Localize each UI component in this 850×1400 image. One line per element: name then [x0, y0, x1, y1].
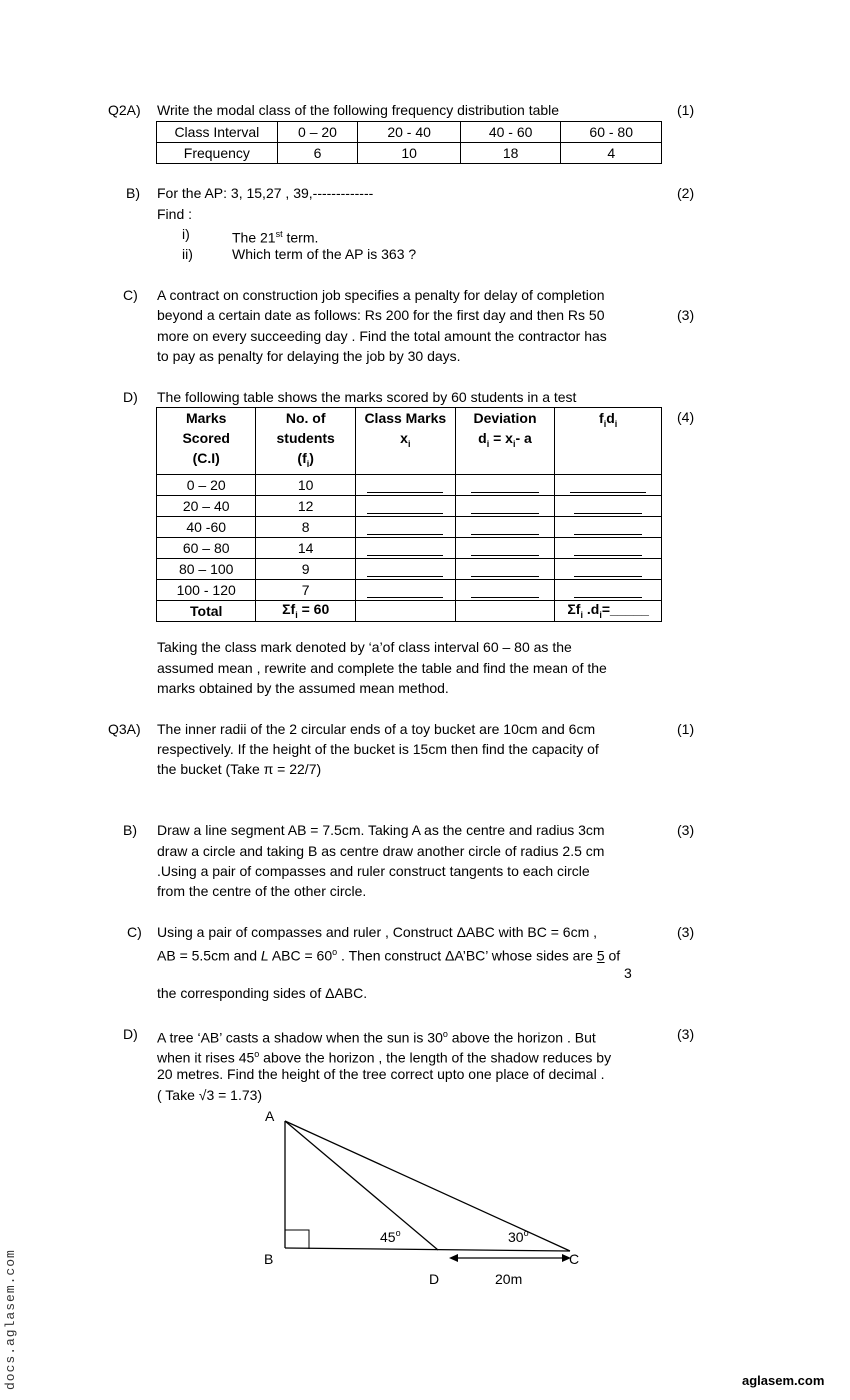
mt-ci: 100 - 120: [157, 579, 256, 600]
q3c-marks: (3): [677, 924, 695, 940]
q2d-after: Taking the class mark denoted by ‘a’of class interval 60 – 80 as the: [157, 639, 572, 655]
ft-cell: 10: [358, 143, 461, 164]
q2b-label: B): [126, 185, 140, 201]
mt-h2-line: No. of: [285, 410, 326, 426]
ft-cell: 40 - 60: [460, 122, 561, 143]
right-angle-mark: [285, 1230, 309, 1249]
mt-f: 9: [256, 558, 356, 579]
q2b-ii-label: ii): [182, 246, 193, 262]
q3a-label: Q3A): [108, 721, 141, 737]
mt-f: 8: [256, 516, 356, 537]
fraction-numerator: 5: [596, 947, 605, 964]
q2c-line: beyond a certain date as follows: Rs 200 for the first day and then Rs 50: [157, 307, 605, 323]
q3a-marks: (1): [677, 721, 695, 737]
q2c-label: C): [123, 287, 138, 303]
ray-ad: [285, 1121, 438, 1250]
ft-cell: 20 - 40: [358, 122, 461, 143]
point-label-c: C: [569, 1251, 580, 1267]
q3d-label: D): [123, 1026, 138, 1042]
mt-h4-d: d: [478, 430, 487, 446]
mt-h2-sub: i: [306, 458, 310, 469]
angle-symbol: L: [260, 947, 269, 964]
mt-h1-line: Scored: [182, 430, 230, 446]
q3c-line3: the corresponding sides of ΔABC.: [157, 985, 368, 1001]
q3c-l2-pre: AB = 5.5cm and: [157, 947, 261, 964]
q3d-l2-sup: o: [254, 1049, 260, 1059]
ft-cell: 4: [561, 143, 662, 164]
mt-total-label: Total: [157, 600, 256, 621]
mt-f: 7: [256, 579, 356, 600]
q3d-l1-pre: A tree ‘AB’ casts a shadow when the sun is 30: [157, 1029, 443, 1046]
q3b-label: B): [123, 822, 137, 838]
q3d-l2-pre: when it rises 45: [157, 1049, 255, 1066]
mt-h5-d: d: [606, 410, 615, 426]
q3d-marks: (3): [677, 1026, 695, 1042]
mt-total-f-post: = 60: [297, 601, 330, 618]
q2b-line1: For the AP: 3, 15,27 , 39,-------------: [157, 185, 374, 201]
q2b-i-post: term.: [282, 229, 319, 246]
q3c-l2-sup: o: [332, 947, 338, 957]
mt-h3-x: x: [400, 430, 408, 446]
q3d-l1-post: above the horizon . But: [447, 1029, 596, 1046]
mt-h3-sub: i: [407, 438, 411, 449]
mt-ci: 0 – 20: [157, 474, 256, 495]
mt-h4-sub2: i: [512, 438, 516, 449]
q2b-i-pre: The 21: [232, 229, 276, 246]
q2d-label: D): [123, 389, 138, 405]
q2c-marks: (3): [677, 307, 695, 323]
ft-cell: 60 - 80: [561, 122, 662, 143]
q2c-line: more on every succeeding day . Find the total amount the contractor has: [157, 328, 607, 344]
mt-f: 12: [256, 495, 356, 516]
q3b-line: draw a circle and taking B as centre draw another circle of radius 2.5 cm: [157, 843, 605, 859]
q3d-line3: 20 metres. Find the height of the tree correct upto one place of decimal .: [157, 1066, 605, 1082]
mt-ci: 20 – 40: [157, 495, 256, 516]
q3a-line: The inner radii of the 2 circular ends of a toy bucket are 10cm and 6cm: [157, 721, 596, 737]
q2a-text: Write the modal class of the following frequency distribution table: [157, 102, 560, 118]
q3a-line: respectively. If the height of the bucket is 15cm then find the capacity of: [157, 741, 599, 757]
ft-header-class: Class Interval: [157, 122, 278, 143]
ft-cell: 0 – 20: [277, 122, 358, 143]
q3c-label: C): [127, 924, 142, 940]
q2b-i-label: i): [182, 226, 190, 242]
q3b-line: Draw a line segment AB = 7.5cm. Taking A as the centre and radius 3cm: [157, 822, 605, 838]
q3d-l2-post: above the horizon , the length of the shadow reduces by: [259, 1049, 612, 1066]
q2d-marks: (4): [677, 409, 695, 425]
mt-h1-line: (C.I): [192, 450, 220, 466]
angle-45-label: 45$^o$: [380, 1228, 401, 1245]
mt-total-fd-sub: i: [580, 610, 583, 621]
point-label-d: D: [429, 1271, 440, 1287]
mt-h4-eq: = x: [489, 430, 513, 446]
ground-line-bc: [285, 1248, 570, 1251]
fraction-denominator: 3: [624, 965, 632, 981]
q2a-label: Q2A): [108, 102, 141, 118]
mt-h5-sub: i: [603, 418, 607, 429]
q2d-after: assumed mean , rewrite and complete the table and find the mean of the: [157, 660, 607, 676]
mt-total-fd-post: =_____: [601, 601, 649, 618]
q2b-ii-text: Which term of the AP is 363 ?: [232, 246, 417, 262]
q3b-marks: (3): [677, 822, 695, 838]
q3d-line4: ( Take √3 = 1.73): [157, 1087, 263, 1103]
q2a-marks: (1): [677, 102, 695, 118]
q3b-line: from the centre of the other circle.: [157, 883, 367, 899]
mt-total-f-sub: i: [295, 610, 298, 621]
mt-h5-f: f: [599, 410, 604, 426]
q2c-line: to pay as penalty for delaying the job by 30 days.: [157, 348, 461, 364]
q2d-after: marks obtained by the assumed mean method.: [157, 680, 449, 696]
mt-f: 14: [256, 537, 356, 558]
arrow-head-left: [449, 1254, 458, 1262]
q3b-line: .Using a pair of compasses and ruler construct tangents to each circle: [157, 863, 590, 879]
ft-cell: 18: [460, 143, 561, 164]
angle-30-label: 30$^o$: [508, 1228, 529, 1245]
point-label-a: A: [265, 1108, 275, 1124]
mt-ci: 80 – 100: [157, 558, 256, 579]
mt-h2-line: students: [276, 430, 335, 446]
q3c-l2-post: . Then construct ΔA’BC’ whose sides are: [337, 947, 597, 964]
q2b-i-sup: st: [275, 229, 283, 239]
mt-ci: 40 -60: [157, 516, 256, 537]
q2c-line: A contract on construction job specifies a penalty for delay of completion: [157, 287, 605, 303]
mt-h4-sub: i: [486, 438, 490, 449]
mt-h4-a: - a: [515, 430, 532, 446]
mt-ci: 60 – 80: [157, 537, 256, 558]
q3c-l2-end: of: [604, 947, 621, 964]
q2b-line2: Find :: [157, 206, 193, 222]
mt-total-fd-mid: .d: [582, 601, 600, 618]
mt-h5-sub2: i: [614, 418, 618, 429]
mt-h2-f: (f: [297, 450, 307, 466]
mt-total-f-sym: Σf: [282, 601, 296, 618]
q2b-marks: (2): [677, 185, 695, 201]
q3a-line: the bucket (Take π = 22/7): [157, 761, 322, 777]
ft-header-frequency: Frequency: [157, 143, 278, 164]
mt-f: 10: [256, 474, 356, 495]
mt-h2-close: ): [309, 450, 314, 466]
watermark-text: docs.aglasem.com: [3, 1249, 18, 1390]
q3d-l1-sup: o: [442, 1029, 448, 1039]
mt-h1-line: Marks: [185, 410, 227, 426]
mt-total-fd-sym: Σf: [567, 601, 581, 618]
mt-total-fd-sub2: i: [599, 610, 602, 621]
mt-h4-line: Deviation: [473, 410, 537, 426]
q3c-line1: Using a pair of compasses and ruler , Construct ΔABC with BC = 6cm ,: [157, 924, 598, 940]
q3c-l2-mid: ABC = 60: [268, 947, 333, 964]
mt-h3-line: Class Marks: [364, 410, 447, 426]
q2d-intro: The following table shows the marks scored by 60 students in a test: [157, 389, 577, 405]
brand-text: aglasem.com: [742, 1373, 825, 1388]
point-label-b: B: [264, 1251, 274, 1267]
distance-label: 20m: [495, 1271, 523, 1287]
ft-cell: 6: [277, 143, 358, 164]
